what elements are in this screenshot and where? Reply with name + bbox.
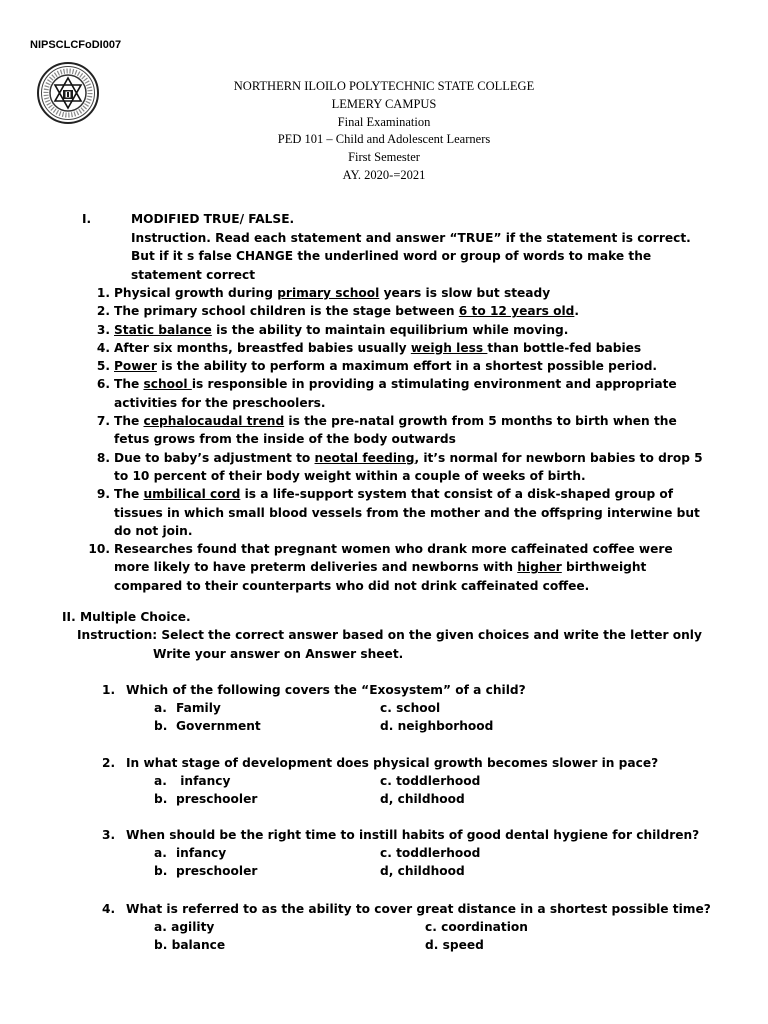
mc-option-d [380,790,465,808]
tf-item [0,339,704,357]
mc-option-b [154,936,225,954]
tf-item [0,375,704,412]
college-name: NORTHERN ILOILO POLYTECHNIC STATE COLLEGE [233,79,535,93]
mc-option-text: infancy [176,774,231,788]
mc-option-c [380,699,440,717]
tf-item-text: is the ability to perform a maximum effort in a shortest possible period. [156,359,658,374]
mc-option-text: d. neighborhood [380,719,494,733]
section1-number: I. [82,212,92,226]
tf-item-underlined: higher [517,560,562,575]
tf-item-text: Due to baby’s adjustment to [114,450,315,465]
semester: First Semester [348,150,420,165]
tf-item-underlined: cephalocaudal trend [143,414,285,429]
tf-item-text: is responsible in providing a stimulating environment and appropriate activities for the preschoolers. [114,377,677,410]
mc-option-d [380,862,465,880]
mc-question-text: What is referred to as the ability to cover great distance in a shortest possible time? [126,902,711,916]
tf-item-text: years is slow but steady [379,286,551,300]
section2-title: II. Multiple Choice. [62,610,191,624]
tf-item-text: The primary school children is the stage between [114,304,459,319]
tf-item [0,485,704,540]
tf-item [0,302,704,320]
tf-item-number: 2. [96,304,110,319]
mc-option-text: d, childhood [380,864,465,878]
mc-option-letter: b. [154,719,168,733]
true-false-list [0,284,768,595]
mc-option-letter: a. [154,846,167,860]
tf-item-text: birthweight compared to their counterparts who did not drink caffeinated coffee. [114,560,647,593]
tf-item [0,357,704,375]
mc-question-text: In what stage of development does physical growth becomes slower in pace? [126,756,659,770]
mc-option-text: b. balance [154,938,226,952]
mc-question-text: Which of the following covers the “Exosystem” of a child? [126,683,526,697]
mc-option-text: preschooler [176,864,258,878]
mc-option-letter: b. [154,864,168,878]
mc-question-number: 2. [102,756,116,770]
mc-question-number: 1. [102,683,116,697]
tf-item-underlined: Static balance [114,322,212,337]
tf-item-number: 7. [96,414,110,429]
tf-item-underlined: primary school [277,286,380,300]
tf-item-number: 9. [96,487,110,502]
mc-option-b [154,862,257,880]
mc-option-letter: b. [154,792,168,806]
campus-name: LEMERY CAMPUS [331,96,437,111]
tf-item-underlined: school [143,377,192,392]
exam-header [0,78,768,185]
tf-item [0,540,704,595]
tf-item-text: , it’s normal for newborn babies to drop 5 to 10 percent of their body weight within a couple of weeks of birth. [114,450,703,483]
tf-item [0,449,704,486]
section2-instruction-answer-sheet: Write your answer on Answer sheet. [153,647,404,661]
tf-item-underlined: weigh less [410,340,488,355]
tf-item-text: The [114,377,144,392]
mc-option-a [154,772,230,790]
mc-option-text: infancy [176,846,227,860]
mc-option-letter: a. [154,701,167,715]
tf-item-text: is the pre-natal growth from 5 months to birth when the fetus grows from the inside of the body outwards [114,414,677,447]
tf-item-text: The [114,414,144,429]
tf-item-underlined: umbilical cord [143,487,241,502]
mc-question-number: 3. [102,828,116,842]
section1-title: MODIFIED TRUE/ FALSE. [131,212,295,226]
tf-item-text: is the ability to maintain equilibrium while moving. [211,322,569,337]
document-code: NIPSCLCFoDI007 [30,39,122,51]
tf-item-number: 4. [96,340,110,355]
mc-option-text: c. school [380,701,441,715]
mc-option-text: c. toddlerhood [380,774,481,788]
tf-item-text: After six months, breastfed babies usually [114,340,411,355]
tf-item-text: . [574,304,580,319]
mc-option-text: d. speed [425,938,484,952]
tf-item-number: 1. [96,286,110,300]
mc-option-c [425,918,528,936]
mc-option-b [154,717,261,735]
tf-item-text: than bottle-fed babies [487,340,642,355]
course-title: PED 101 – Child and Adolescent Learners [277,132,491,147]
tf-item [0,284,704,302]
tf-item-underlined: 6 to 12 years old [458,304,575,319]
tf-item-text: Researches found that pregnant women who drank more caffeinated coffee were more likely to have preterm deliveries and newborns with [114,542,673,575]
tf-item-underlined: Power [114,359,157,374]
tf-item-number: 5. [96,359,110,374]
mc-question [102,681,526,699]
mc-question [102,826,699,844]
mc-option-c [380,844,480,862]
mc-option-b [154,790,257,808]
mc-option-text: d, childhood [380,792,465,806]
mc-option-a [154,699,221,717]
mc-option-text: preschooler [176,792,258,806]
academic-year: AY. 2020-=2021 [342,167,426,182]
tf-item [0,321,704,339]
mc-option-text: Family [176,701,221,715]
tf-item-number: 3. [96,322,110,337]
mc-option-text: c. toddlerhood [380,846,481,860]
mc-option-a [154,844,226,862]
mc-question [102,900,711,918]
mc-option-text: a. agility [154,920,215,934]
mc-option-a [154,918,214,936]
mc-option-text: c. coordination [425,920,528,934]
tf-item-number: 10. [88,542,110,557]
exam-title: Final Examination [337,114,431,129]
section2-instruction: Instruction: Select the correct answer based on the given choices and write the letter only [77,628,702,642]
mc-question-number: 4. [102,902,116,916]
mc-question-text: When should be the right time to instill habits of good dental hygiene for children? [126,828,700,842]
tf-item-text: Physical growth during [114,286,278,300]
mc-option-letter: a. [154,774,167,788]
tf-item-number: 6. [96,377,110,392]
mc-question [102,754,658,772]
tf-item-text: is a life-support system that consist of a disk-shaped group of tissues in which small blood vessels from the mother and the offspring interwine but do not join. [114,487,700,538]
mc-option-text: Government [176,719,261,733]
tf-item-text: The [114,487,144,502]
mc-option-c [380,772,480,790]
mc-option-d [425,936,484,954]
mc-option-d [380,717,493,735]
tf-item [0,412,704,449]
tf-item-underlined: neotal feeding [314,450,415,465]
tf-item-number: 8. [96,450,110,465]
section1-instruction: Instruction. Read each statement and answer “TRUE” if the statement is correct. But if it s false CHANGE the underlined word or group of words to make the statement correct [131,231,691,282]
